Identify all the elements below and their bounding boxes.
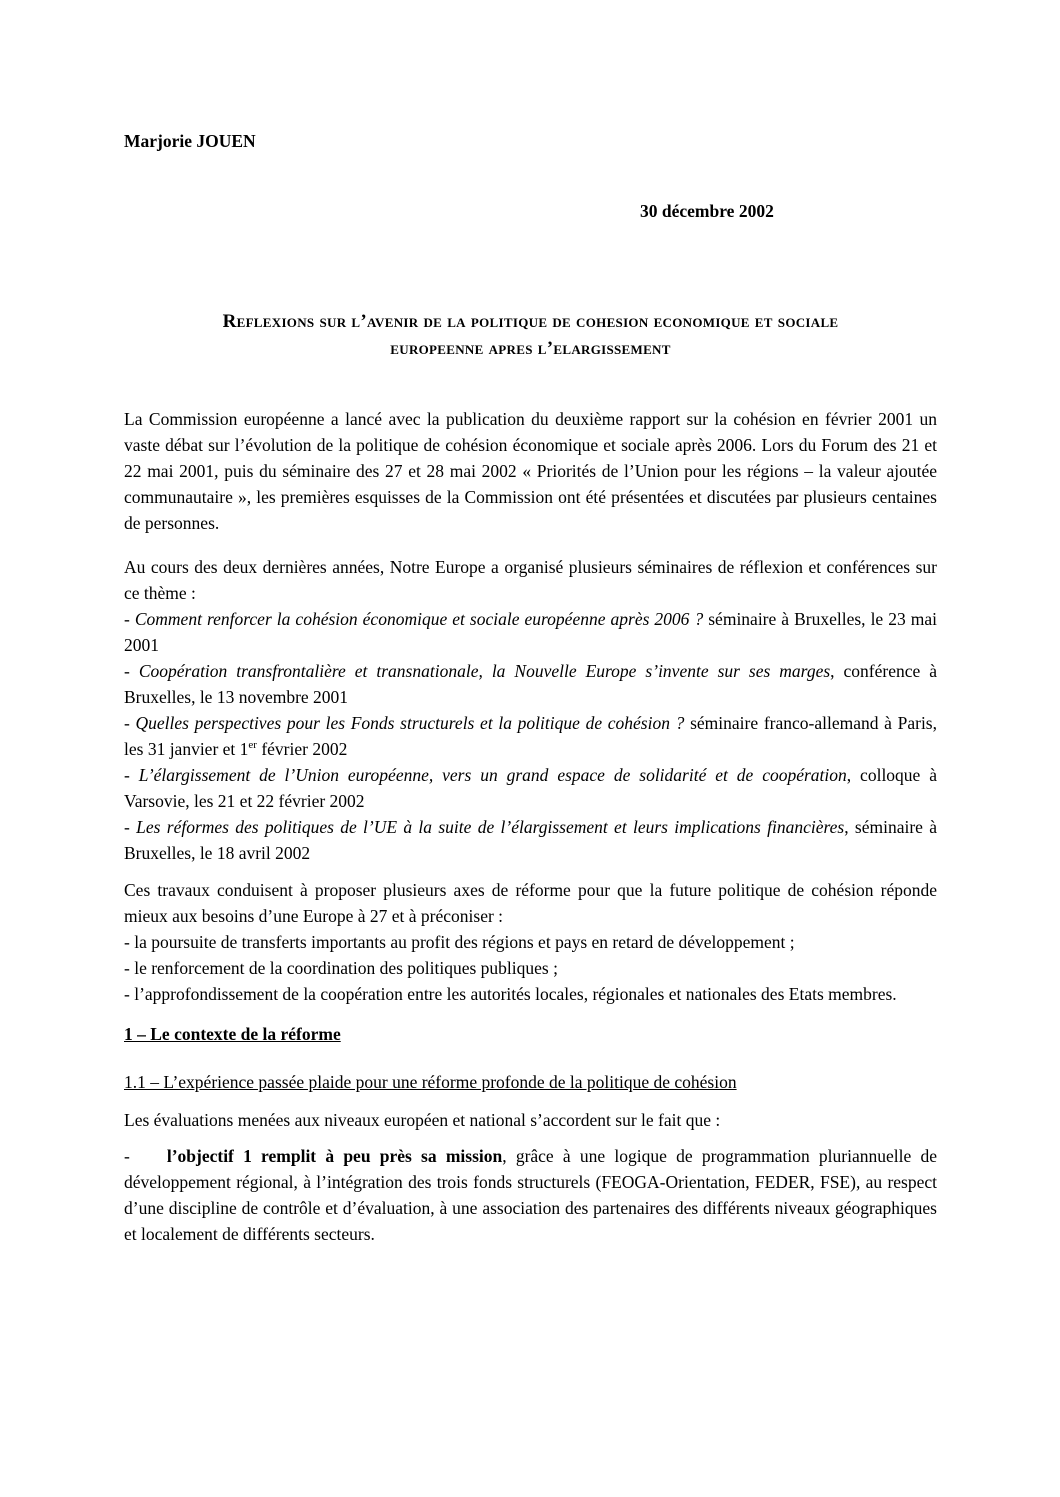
seminar-detail: , conférence à Bruxelles, le 13 novembre 2001 bbox=[124, 661, 937, 707]
objective-rest: , grâce à une logique de programmation pluriannuelle de développement régional, à l’intégration des trois fonds structurels (FEOGA-Orientation, FEDER, FSE), au respect d’une discipline de contrôle et d’évaluation, à une association des partenaires des différents niveaux géographiques et localement de différents secteurs. bbox=[124, 1146, 937, 1244]
seminar-item-4 bbox=[124, 762, 937, 814]
seminar-detail: séminaire à Bruxelles, le 23 mai 2001 bbox=[124, 609, 938, 655]
seminar-title: Les réformes des politiques de l’UE à la suite de l’élargissement et leurs implications financières bbox=[136, 817, 845, 837]
document-date: 30 décembre 2002 bbox=[640, 201, 774, 221]
section-1-1-heading: 1.1 – L’expérience passée plaide pour une réforme profonde de la politique de cohésion bbox=[124, 1072, 737, 1092]
seminar-title: Comment renforcer la cohésion économique et sociale européenne après 2006 ? bbox=[134, 609, 704, 629]
bullet-dash: - bbox=[124, 713, 136, 733]
seminar-detail: , colloque à Varsovie, les 21 et 22 février 2002 bbox=[124, 765, 937, 811]
seminar-detail-end: février 2002 bbox=[256, 739, 348, 759]
seminar-item-1 bbox=[124, 606, 937, 658]
seminar-item-2 bbox=[124, 658, 937, 710]
proposal-item-3: - l’approfondissement de la coopération entre les autorités locales, régionales et nationales des Etats membres. bbox=[124, 984, 897, 1004]
objective-1-paragraph bbox=[124, 1143, 937, 1247]
seminar-title: L’élargissement de l’Union européenne, vers un grand espace de solidarité et de coopération bbox=[138, 765, 847, 785]
seminar-item-5 bbox=[124, 814, 937, 866]
title-line-1: Reflexions sur l’avenir de la politique de cohesion economique et sociale bbox=[222, 311, 839, 332]
proposals-intro: Ces travaux conduisent à proposer plusieurs axes de réforme pour que la future politique de cohésion réponde mieux aux besoins d’une Europe à 27 et à préconiser : bbox=[124, 880, 937, 926]
proposal-item-1: - la poursuite de transferts importants au profit des régions et pays en retard de développement ; bbox=[124, 932, 795, 952]
proposal-item-2: - le renforcement de la coordination des politiques publiques ; bbox=[124, 958, 558, 978]
bullet-dash: - bbox=[124, 661, 139, 681]
seminar-title: Coopération transfrontalière et transnationale, la Nouvelle Europe s’invente sur ses marges bbox=[138, 661, 831, 681]
bullet-dash: - bbox=[124, 817, 137, 837]
seminars-block bbox=[124, 554, 937, 866]
seminar-detail: séminaire franco-allemand à Paris, les 31 janvier et 1 bbox=[124, 713, 937, 759]
bullet-dash: - bbox=[124, 609, 135, 629]
seminar-detail: , séminaire à Bruxelles, le 18 avril 2002 bbox=[124, 817, 938, 863]
title-line-2: europeenne apres l’elargissement bbox=[390, 338, 671, 359]
seminar-title: Quelles perspectives pour les Fonds structurels et la politique de cohésion ? bbox=[135, 713, 685, 733]
evaluations-lead: Les évaluations menées aux niveaux européen et national s’accordent sur le fait que : bbox=[124, 1110, 721, 1130]
author-name: Marjorie JOUEN bbox=[124, 131, 256, 151]
bullet-dash: - bbox=[124, 765, 139, 785]
seminar-item-3 bbox=[124, 710, 937, 762]
objective-bold-phrase: l’objectif 1 remplit à peu près sa mission bbox=[166, 1146, 503, 1166]
proposals-block bbox=[124, 877, 937, 1007]
bullet-dash: - bbox=[124, 1146, 130, 1166]
document-title bbox=[124, 308, 937, 362]
paragraph-commission-debate: La Commission européenne a lancé avec la publication du deuxième rapport sur la cohésion en février 2001 un vaste débat sur l’évolution de la politique de cohésion économique et sociale après 2006. Lors du Forum des 21 et 22 mai 2001, puis du séminaire des 27 et 28 mai 2002 « Priorités de l’Union pour les régions – la valeur ajoutée communautaire », les premières esquisses de la Commission ont été présentées et discutées par plusieurs centaines de personnes. bbox=[124, 409, 937, 533]
seminars-intro: Au cours des deux dernières années, Notre Europe a organisé plusieurs séminaires de réflexion et conférences sur ce thème : bbox=[124, 557, 937, 603]
section-1-heading: 1 – Le contexte de la réforme bbox=[124, 1024, 341, 1044]
superscript-er: er bbox=[248, 739, 257, 752]
